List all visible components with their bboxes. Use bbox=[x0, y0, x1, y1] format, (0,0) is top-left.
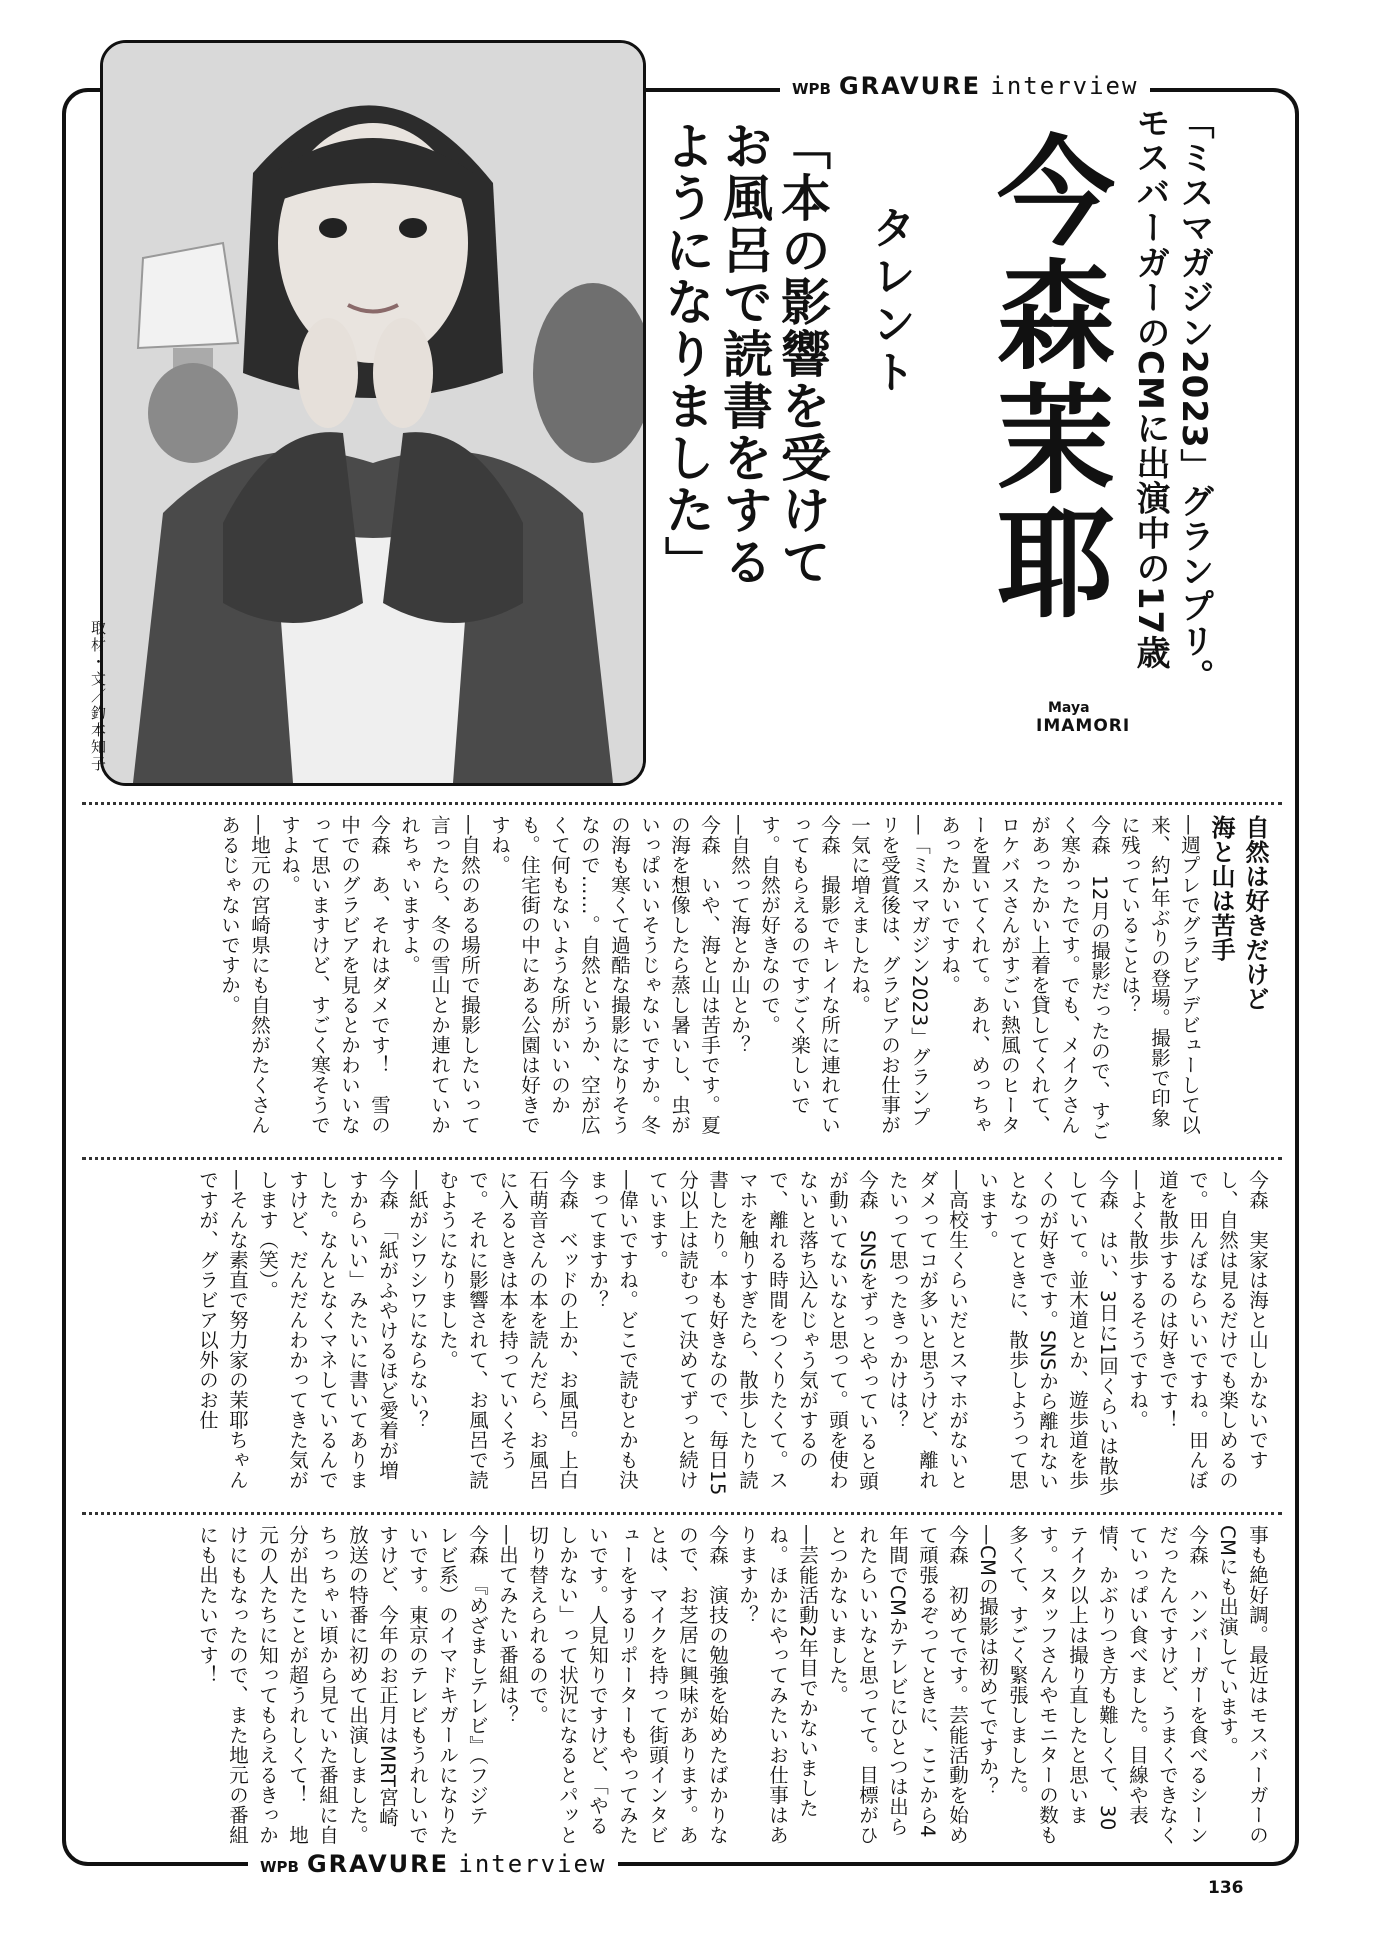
headline-quote: 「本の影響を受けて お風呂で読書をする ようになりました」 bbox=[657, 120, 831, 588]
tier-separator bbox=[82, 802, 1282, 805]
banner-gravure: GRAVURE bbox=[306, 1850, 450, 1878]
body-text-tier-2: 今森 実家は海と山しかないですし、自然は見るだけでも楽しめるので。田んぼならいいですね。田んぼ道を散歩するのは好きです！ ―よく散歩するそうですね。 今森 はい、3日に1回くらいは散歩していて。並木道とか、遊歩道を歩くのが好きです。SNSから離れないとなってときに、散歩しようって思います。 ―高校生くらいだとスマホがないとダメってコが多いと思うけど、離れたいって思ったきっかけは？ 今森 SNSをずっとやっていると頭が動いてないなと思って。頭を使わないと落ち込んじゃう気がするので、離れる時間をつくりたくて。スマホを触りすぎたら、散歩したり読書したり。本も好きなので、毎日15分以上は読むって決めてずっと続けています。 ―偉いですね。どこで読むとかも決まってますか？ 今森 ベッドの上か、お風呂。上白石萌音さんの本を読んだら、お風呂に入るときは本を持っていくそうで。それに影響されて、お風呂で読むようになりました。 ―紙がシワシワにならない？ 今森 「紙がふやけるほど愛着が増すからいい」みたいに書いてありました。なんとなくマネしているんですけど、だんだんわかってきた気がします（笑）。 ―そんな素直で努力家の茉耶ちゃんですが、グラビア以外のお仕 bbox=[196, 1170, 1269, 1496]
tier-separator bbox=[82, 1512, 1282, 1515]
banner-interview: interview bbox=[458, 1850, 607, 1878]
banner-bottom bbox=[248, 1850, 618, 1878]
name-roman bbox=[1036, 700, 1130, 736]
portrait-illustration bbox=[103, 43, 643, 783]
subtitle: 「ミスマガジン2023」グランプリ。 モスバーガーのCMに出演中の17歳 bbox=[1130, 105, 1214, 694]
body-tier-1 bbox=[92, 815, 1272, 1145]
body-tier-2 bbox=[92, 1170, 1272, 1500]
banner-interview: interview bbox=[990, 72, 1139, 100]
body-column-tier-1 bbox=[214, 815, 1272, 1145]
interviewee-name: 今森茉耶 bbox=[977, 130, 1116, 626]
occupation: タレント bbox=[864, 205, 915, 397]
body-text-tier-3: 事も絶好調。最近はモスバーガーのCMにも出演しています。 今森 ハンバーガーを食べるシーンだったんですけど、うまくできなくていっぱい食べました。目線や表情、かぶりつき方も難しくて、30テイク以上は撮り直したと思います。スタッフさんやモニターの数も多くて、すごく緊張しました。 ―CMの撮影は初めてですか？ 今森 初めてです。芸能活動を始めて頑張るぞってときに、ここから4年間でCMかテレビにひとつは出られたらいいなと思ってて。目標がひとつかないました。 ―芸能活動2年目でかないましたね。ほかにやってみたいお仕事はありますか？ 今森 演技の勉強を始めたばかりなので、お芝居に興味があります。あとは、マイクを持って街頭インタビューをするリポーターもやってみたいです。人見知りですけど、「やるしかない」って状況になるとパッと切り替えられるので。 ―出てみたい番組は？ 今森 『めざましテレビ』（フジテレビ系）のイマドキガールになりたいです。東京のテレビもうれしいですけど、今年のお正月はMRT宮崎放送の特番に初めて出演しました。ちっちゃい頃から見ていた番組に自分が出たことが超うれしくて！ 地元の人たちに知ってもらえるきっかけにもなったので、また地元の番組にも出たいです！ bbox=[196, 1525, 1269, 1845]
banner-top bbox=[780, 72, 1150, 100]
portrait-photo bbox=[100, 40, 646, 786]
name-roman-last: IMAMORI bbox=[1036, 716, 1131, 736]
name-roman-first: Maya bbox=[1048, 700, 1090, 716]
banner-wpb: WPB bbox=[792, 80, 831, 98]
banner-wpb: WPB bbox=[260, 1858, 299, 1876]
banner-gravure: GRAVURE bbox=[838, 72, 982, 100]
page-number: 136 bbox=[1208, 1878, 1244, 1898]
body-text-tier-1: ―週プレでグラビアデビューして以来、約1年ぶりの登場。撮影で印象に残っていることは？ 今森 12月の撮影だったので、すごく寒かったです。でも、メイクさんがあったかい上着を貸してくれて、ロケバスさんがすごい熱風のヒーターを置いてくれて。あれ、めっちゃあったかいですね。 ―「ミスマガジン2023」グランプリを受賞後は、グラビアのお仕事が一気に増えましたね。 今森 撮影でキレイな所に連れていってもらえるのですごく楽しいです。自然が好きなので。 ―自然って海とか山とか？ 今森 いや、海と山は苦手です。夏の海を想像したら蒸し暑いし、虫がいっぱいいそうじゃないですか。冬の海も寒くて過酷な撮影になりそうなので……。自然というか、空が広くて何もないような所がいいのかも。住宅街の中にある公園は好きですね。 ―自然のある場所で撮影したいって言ったら、冬の雪山とか連れていかれちゃいますよ。 今森 あ、それはダメです！ 雪の中でのグラビアを見るとかわいいなって思いますけど、すごく寒そうですよね。 ―地元の宮崎県にも自然がたくさんあるじゃないですか。 bbox=[218, 815, 1201, 1141]
credit-line: 取材・文／釣本知子 bbox=[89, 620, 107, 773]
tier-separator bbox=[82, 1157, 1282, 1160]
section-heading-natural: 自然は好きだけど 海と山は苦手 bbox=[1207, 815, 1269, 1011]
body-tier-3 bbox=[92, 1525, 1272, 1845]
